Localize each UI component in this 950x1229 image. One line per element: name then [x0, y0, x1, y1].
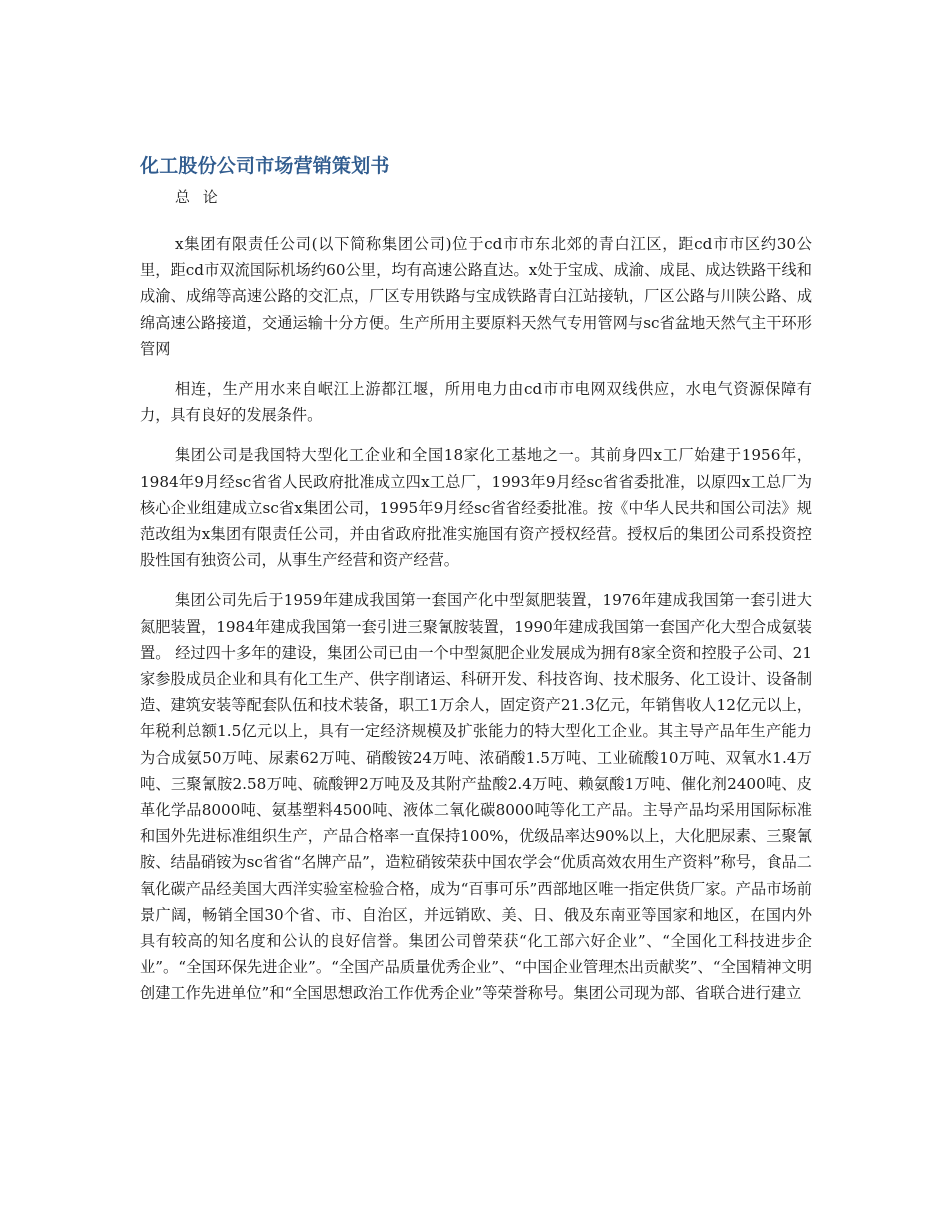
- paragraph-resources: 相连，生产用水来自岷江上游都江堰，所用电力由cd市市电网双线供应，水电气资源保障有力，具有良好的发展条件。: [140, 380, 812, 425]
- paragraph-history: 集团公司是我国特大型化工企业和全国18家化工基地之一。其前身四x工厂始建于1956年，1984年9月经sc省省人民政府批准成立四x工总厂，1993年9月经sc省省委批准，以原四x工总厂为核心企业组建成立sc省x集团公司，1995年9月经sc省省经委批准。按《中华人民共和国公司法》规范改组为x集团有限责任公司，并由省政府批准实施国有资产授权经营。授权后的集团公司系投资控股性国有独资公司，从事生产经营和资产经营。: [140, 446, 812, 570]
- document-body: [140, 152, 812, 1007]
- section-heading: 总 论: [175, 188, 222, 206]
- paragraph-location: x集团有限责任公司(以下简称集团公司)位于cd市市东北郊的青白江区，距cd市市区约30公里，距cd市双流国际机场约60公里，均有高速公路直达。x处于宝成、成渝、成昆、成达铁路干线和成渝、成绵等高速公路的交汇点，厂区专用铁路与宝成铁路青白江站接轨，厂区公路与川陕公路、成绵高速公路接道，交通运输十分方便。生产所用主要原料天然气专用管网与sc省盆地天然气主干环形管网: [140, 235, 812, 358]
- document-title: 化工股份公司市场营销策划书: [140, 155, 390, 177]
- paragraph-development: 集团公司先后于1959年建成我国第一套国产化中型氮肥装置，1976年建成我国第一套引进大氮肥装置，1984年建成我国第一套引进三聚氰胺装置，1990年建成我国第一套国产化大型合成氨装置。 经过四十多年的建设，集团公司已由一个中型氮肥企业发展成为拥有8家全资和控股子公司、21家参股成员企业和具有化工生产、供字削诸运、科研开发、科技咨询、技术服务、化工设计、设备制造、建筑安装等配套队伍和技术装备，职工1万余人，固定资产21.3亿元，年销售收人12亿元以上，年税利总额1.5亿元以上，具有一定经济规模及扩张能力的特大型化工企业。其主导产品年生产能力为合成氨50万吨、尿素62万吨、硝酸铵24万吨、浓硝酸1.5万吨、工业硫酸10万吨、双氧水1.4万吨、三聚氰胺2.58万吨、硫酸钾2万吨及及其附产盐酸2.4万吨、赖氨酸1万吨、催化剂2400吨、皮革化学品8000吨、氨基塑料4500吨、液体二氧化碳8000吨等化工产品。主导产品均采用国际标准和国外先进标准组织生产，产品合格率一直保持100%，优级品率达90%以上，大化肥尿素、三聚氰胺、结晶硝铵为sc省省“名牌产品”，造粒硝铵荣获中国农学会“优质高效农用生产资料”称号，食品二氧化碳产品经美国大西洋实验室检验合格，成为“百事可乐”西部地区唯一指定供货厂家。产品市场前景广阔，畅销全国30个省、市、自治区，并远销欧、美、日、俄及东南亚等国家和地区，在国内外具有较高的知名度和公认的良好信誉。集团公司曾荣获“化工部六好企业”、“全国化工科技进步企业”。“全国环保先进企业”。“全国产品质量优秀企业”、“中国企业管理杰出贡献奖”、“全国精神文明创建工作先进单位”和“全国思想政治工作优秀企业”等荣誉称号。集团公司现为部、省联合进行建立: [140, 591, 812, 1003]
